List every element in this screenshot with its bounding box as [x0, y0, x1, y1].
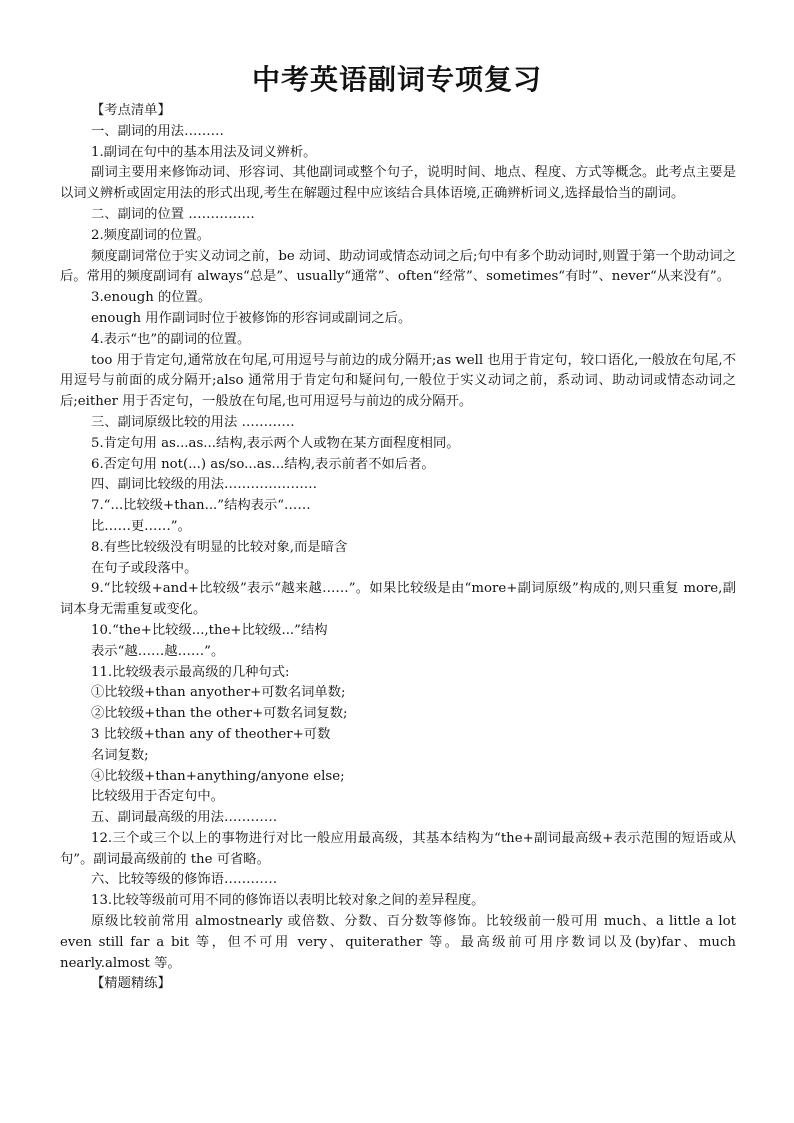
text-line: 表示“越……越……”。: [91, 643, 225, 659]
paragraph: 原级比较前常用 almostnearly 或倍数、分数、百分数等修饰。比较级前一般可用 much、a little a lot even still far a bit 等，但不可用 very、quiterather 等。最高级前可用序数词以及(by)far、much nearly.almost 等。: [60, 914, 736, 971]
point-heading: 8.有些比较级没有明显的比较对象,而是暗含: [91, 539, 348, 555]
text-line: 比……更……”。: [91, 518, 191, 534]
point-heading: 1.副词在句中的基本用法及词义辨析。: [91, 144, 317, 160]
section-heading: 四、副词比较级的用法…………………: [91, 477, 318, 493]
section-heading: 一、副词的用法………: [91, 123, 224, 139]
point-heading: 11.比较级表示最高级的几种句式:: [91, 664, 290, 680]
text-line: 名词复数;: [91, 747, 149, 763]
point-heading: 10.“the+比较级...,the+比较级...”结构: [91, 622, 328, 638]
paragraph: 12.三个或三个以上的事物进行对比一般应用最高级，其基本结构为“the+副词最高级+表示范围的短语或从句”。副词最高级前的 the 可省略。: [60, 830, 736, 867]
section-heading-key-points: 【考点清单】: [91, 103, 171, 118]
text-line: 比较级用于否定句中。: [91, 789, 224, 805]
section-heading-exercises: 【精题精练】: [91, 976, 171, 992]
section-heading: 六、比较等级的修饰语…………: [91, 872, 278, 888]
point-heading: 5.肯定句用 as...as...结构,表示两个人或物在某方面程度相同。: [91, 435, 460, 451]
paragraph: enough 用作副词时位于被修饰的形容词或副词之后。: [91, 310, 412, 326]
list-item: 3 比较级+than any of theother+可数: [91, 726, 331, 742]
section-heading: 三、副词原级比较的用法 …………: [91, 414, 295, 430]
section-heading: 二、副词的位置 ……………: [91, 206, 255, 222]
paragraph: 9.“比较级+and+比较级”表示“越来越……”。如果比较级是由“more+副词原级”构成的,则只重复 more,副词本身无需重复或变化。: [60, 581, 736, 618]
list-item: ④比较级+than+anything/anyone else;: [91, 768, 345, 784]
point-heading: 7.“...比较级+than...”结构表示“……: [91, 498, 311, 514]
paragraph: 频度副词常位于实义动词之前，be 动词、助动词或情态动词之后;句中有多个助动词时,则置于第一个助动词之后。常用的频度副词有 always“总是”、usually“通常”、often“经常”、sometimes“有时”、never“从来没有”。: [60, 248, 736, 285]
section-heading: 五、副词最高级的用法…………: [91, 810, 278, 826]
document-body: [60, 101, 736, 995]
point-heading: 13.比较等级前可用不同的修饰语以表明比较对象之间的差异程度。: [91, 893, 485, 909]
point-heading: 6.否定句用 not(...) as/so...as...结构,表示前者不如后者。: [91, 456, 435, 472]
list-item: ①比较级+than anyother+可数名词单数;: [91, 685, 346, 701]
page-title: 中考英语副词专项复习: [251, 63, 542, 96]
text-line: 在句子或段落中。: [91, 560, 198, 576]
paragraph: 副词主要用来修饰动词、形容词、其他副词或整个句子，说明时间、地点、程度、方式等概念。此考点主要是以词义辨析或固定用法的形式出现,考生在解题过程中应该结合具体语境,正确辨析词义,选择最恰当的副词。: [60, 165, 736, 202]
point-heading: 3.enough 的位置。: [91, 290, 212, 306]
point-heading: 4.表示“也”的副词的位置。: [91, 331, 251, 347]
point-heading: 2.频度副词的位置。: [91, 227, 211, 243]
list-item: ②比较级+than the other+可数名词复数;: [91, 706, 348, 722]
paragraph: too 用于肯定句,通常放在句尾,可用逗号与前边的成分隔开;as well 也用于肯定句，较口语化,一般放在句尾,不用逗号与前面的成分隔开;also 通常用于肯定句和疑问句,一般位于实义动词之前，系动词、助动词或情态动词之后;either 用于否定句，一般放在句尾,也可用逗号与前边的成分隔开。: [60, 352, 736, 410]
